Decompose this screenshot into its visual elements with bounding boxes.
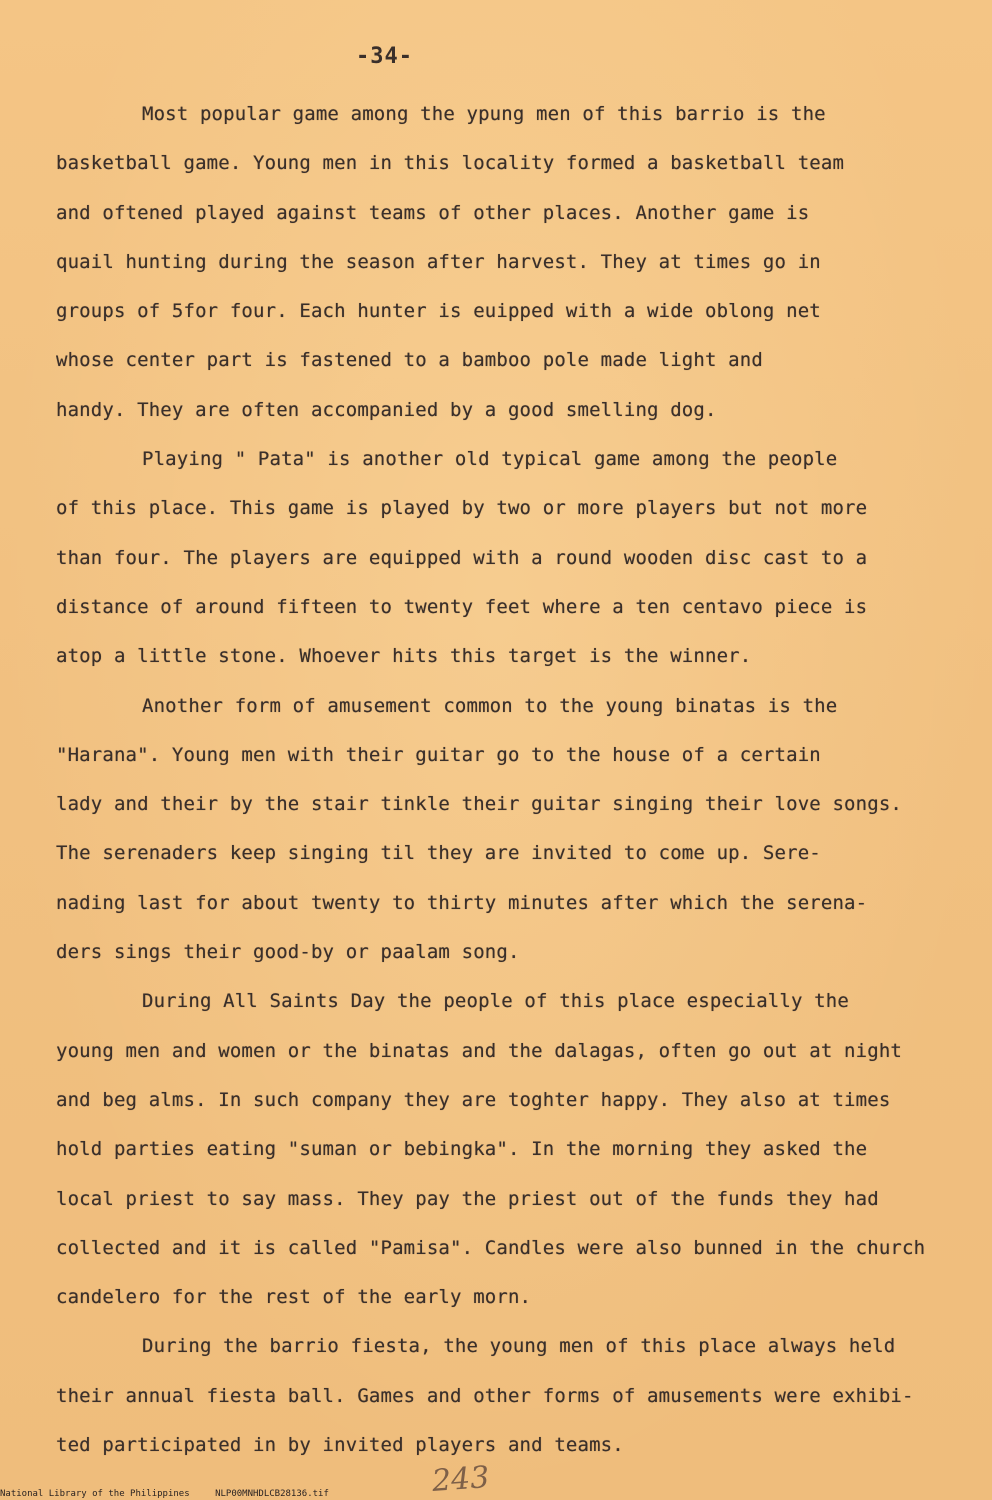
text-line: young men and women or the binatas and the dalagas, often go out at night [56, 1039, 902, 1062]
text-line: candelero for the rest of the early morn. [56, 1286, 532, 1309]
text-line: basketball game. Young men in this locality formed a basketball team [56, 152, 845, 175]
text-line: distance of around fifteen to twenty feet where a ten centavo piece is [56, 595, 868, 618]
text-line: atop a little stone. Whoever hits this target is the winner. [56, 645, 752, 668]
text-line: whose center part is fastened to a bamboo pole made light and [56, 349, 763, 372]
paragraph-basketball [56, 90, 976, 435]
handwritten-page-note: 243 [430, 1460, 491, 1499]
scan-footer [0, 1489, 349, 1499]
text-line: quail hunting during the season after harvest. They at times go in [56, 250, 821, 273]
text-line: lady and their by the stair tinkle their guitar singing their love songs. [56, 793, 902, 816]
text-line: Playing " Pata" is another old typical game among the people [142, 448, 838, 471]
footer-institution: National Library of the Philippines [0, 1489, 190, 1499]
text-line: groups of 5for four. Each hunter is euipped with a wide oblong net [56, 300, 821, 323]
text-line: than four. The players are equipped with a round wooden disc cast to a [56, 546, 868, 569]
text-line: and oftened played against teams of other places. Another game is [56, 201, 810, 224]
text-line: nading last for about twenty to thirty minutes after which the serena- [56, 891, 868, 914]
text-line: collected and it is called "Pamisa". Candles were also bunned in the church [56, 1236, 926, 1259]
text-line: their annual fiesta ball. Games and other forms of amusements were exhibi- [56, 1384, 914, 1407]
paragraph-fiesta [56, 1322, 976, 1470]
text-line: During the barrio fiesta, the young men of this place always held [142, 1335, 896, 1358]
text-line: ders sings their good-by or paalam song. [56, 941, 520, 964]
text-line: Most popular game among the ypung men of this barrio is the [142, 103, 826, 125]
text-line: During All Saints Day the people of this place especially the [142, 990, 849, 1013]
text-line: Another form of amusement common to the young binatas is the [142, 694, 838, 717]
page-number: -34- [356, 44, 413, 69]
body-text [56, 90, 976, 1470]
footer-filename: NLP00MNHDLCB28136.tif [215, 1489, 329, 1499]
paragraph-harana [56, 682, 976, 978]
text-line: hold parties eating "suman or bebingka". In the morning they asked the [56, 1138, 868, 1161]
text-line: The serenaders keep singing til they are invited to come up. Sere- [56, 842, 821, 865]
text-line: "Harana". Young men with their guitar go to the house of a certain [56, 743, 821, 766]
paragraph-all-saints [56, 977, 976, 1322]
text-line: ted participated in by invited players and teams. [56, 1434, 624, 1457]
text-line: of this place. This game is played by two or more players but not more [56, 497, 868, 520]
paragraph-pata [56, 435, 976, 681]
text-line: local priest to say mass. They pay the priest out of the funds they had [56, 1187, 879, 1210]
text-line: and beg alms. In such company they are toghter happy. They also at times [56, 1088, 891, 1111]
text-line: handy. They are often accompanied by a good smelling dog. [56, 398, 717, 421]
